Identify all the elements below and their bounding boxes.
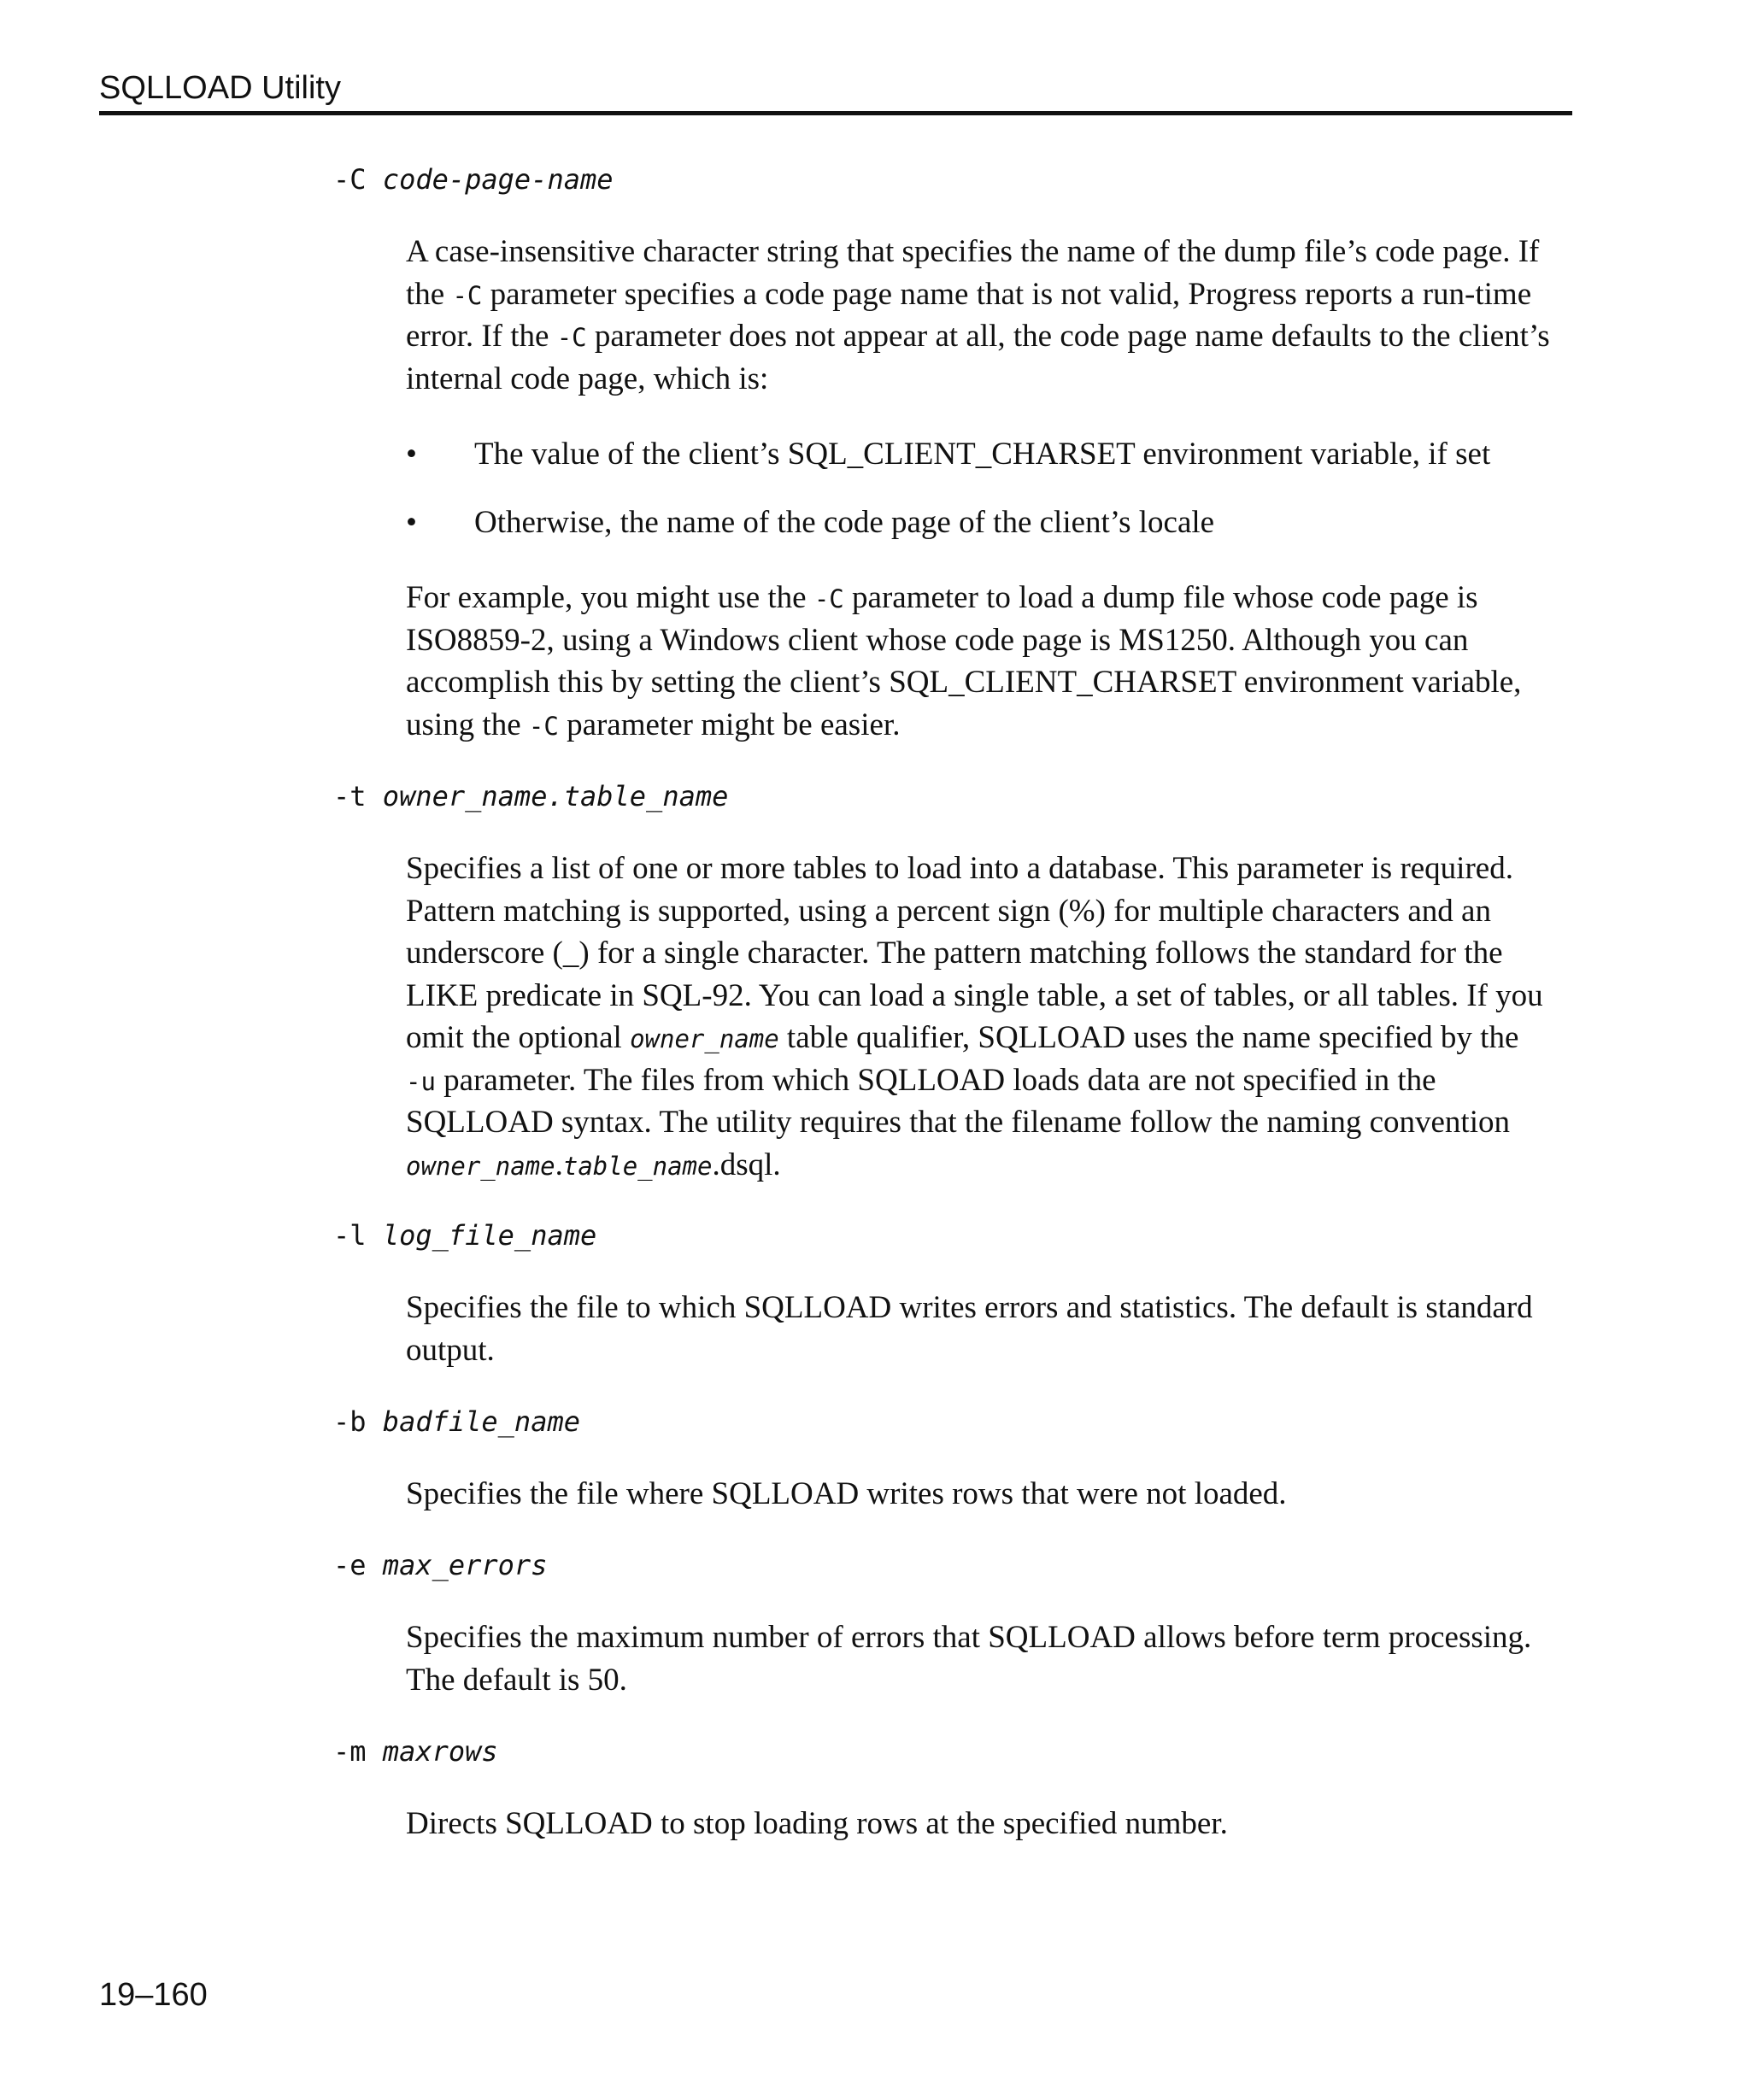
param-badfile: -b badfile_name [333,1405,580,1438]
text-line: ISO8859-2, using a Windows client whose code page is MS1250. Although you can [406,622,1469,658]
text-line: A case-insensitive character string that specifies the name of the dump file’s code page. If [406,234,1540,269]
text-line: accomplish this by setting the client’s SQL_CLIENT_CHARSET environment variable, [406,665,1522,700]
page-number: 19–160 [99,1977,208,2013]
inline-code: -u [406,1066,436,1096]
bullet-icon: • [406,505,417,540]
running-header: SQLLOAD Utility [99,70,341,106]
param-arg: code-page-name [382,163,614,196]
text-line: For example, you might use the -C parameter to load a dump file whose code page is [406,580,1478,615]
bullet-icon: • [406,437,417,472]
param-flag: -C [333,163,367,196]
param-table-name: -t owner_name.table_name [333,780,729,812]
param-log-file: -l log_file_name [333,1219,597,1252]
text-line: underscore (_) for a single character. The pattern matching follows the standard for the [406,936,1503,971]
text-line: Specifies the file where SQLLOAD writes rows that were not loaded. [406,1476,1287,1511]
text-line: omit the optional owner_name table qualifier, SQLLOAD uses the name specified by the [406,1020,1519,1055]
text-line: SQLLOAD syntax. The utility requires that the filename follow the naming convention [406,1105,1510,1140]
text-line: output. [406,1332,495,1368]
text-line: using the -C parameter might be easier. [406,707,901,742]
param-code-page [333,161,614,198]
text-line: Specifies the file to which SQLLOAD writes errors and statistics. The default is standard [406,1290,1533,1325]
text-line: error. If the -C parameter does not appear at all, the code page name defaults to the client’s [406,319,1550,354]
param-code-page-description [406,231,1572,400]
param-log-file-description [406,1287,1572,1371]
text-line: internal code page, which is: [406,361,769,396]
text-line: The default is 50. [406,1662,627,1698]
param-maxrows-description [406,1803,1572,1845]
text-line: Specifies a list of one or more tables to load into a database. This parameter is required. [406,851,1513,886]
inline-code: owner_name [630,1024,779,1053]
text-line: Pattern matching is supported, using a percent sign (%) for multiple characters and an [406,893,1491,929]
inline-code: owner_name [406,1151,555,1181]
param-code-page-example [406,577,1572,746]
text-line: the -C parameter specifies a code page name that is not valid, Progress reports a run-time [406,276,1532,312]
inline-code: table_name [562,1151,713,1181]
inline-code: -C [452,280,483,310]
inline-code: -C [813,584,844,613]
inline-code: -C [528,711,559,741]
param-max-errors: -e max_errors [333,1549,548,1581]
param-table-name-description [406,848,1572,1186]
text-line: Specifies the maximum number of errors that SQLLOAD allows before term processing. [406,1620,1532,1655]
text-line: Directs SQLLOAD to stop loading rows at the specified number. [406,1806,1228,1841]
param-badfile-description [406,1473,1572,1516]
param-maxrows: -m maxrows [333,1735,498,1768]
text-line: -u parameter. The files from which SQLLOAD loads data are not specified in the [406,1062,1436,1098]
text-line: owner_name.table_name.dsql. [406,1147,781,1182]
header-rule [99,111,1572,115]
text-line: LIKE predicate in SQL-92. You can load a single table, a set of tables, or all tables. If you [406,977,1543,1013]
param-max-errors-description [406,1616,1572,1701]
inline-code: -C [556,323,587,352]
